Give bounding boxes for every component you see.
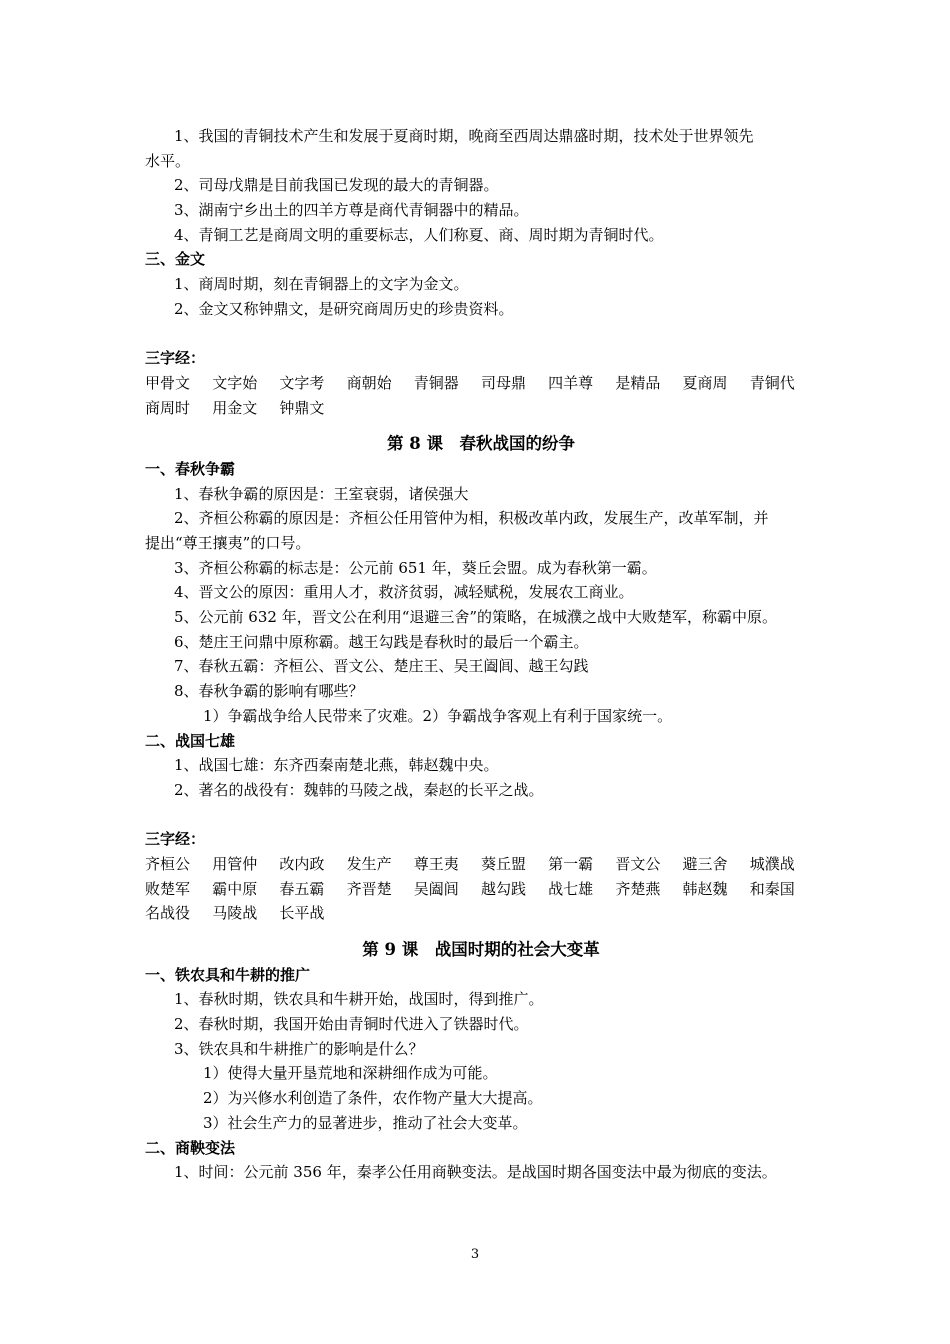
sanzijing-row [145, 396, 817, 421]
sanzijing-phrase: 商周时 [145, 398, 191, 417]
section-heading: 一、春秋争霸 [145, 459, 236, 478]
paragraph: 3、齐桓公称霸的标志是：公元前 651 年，葵丘会盟。成为春秋第一霸。 [174, 558, 657, 577]
sanzijing-phrase: 尊王夷 [413, 854, 459, 873]
sanzijing-phrase: 夏商周 [682, 373, 728, 392]
sanzijing-phrase: 发生产 [346, 854, 392, 873]
sanzijing-phrase: 避三舍 [682, 854, 728, 873]
paragraph: 2、齐桓公称霸的原因是：齐桓公任用管仲为相，积极改革内政，发展生产，改革军制，并 [174, 509, 769, 528]
sanzijing-label: 三字经： [145, 349, 206, 368]
paragraph: 3、湖南宁乡出土的四羊方尊是商代青铜器中的精品。 [174, 201, 529, 220]
sanzijing-phrase: 战七雄 [548, 879, 594, 898]
sanzijing-phrase: 春五霸 [279, 879, 325, 898]
sanzijing-phrase: 用管仲 [212, 854, 258, 873]
sanzijing-phrase: 四羊尊 [548, 373, 594, 392]
lesson-title: 第 8 课 春秋战国的纷争 [387, 434, 575, 454]
sanzijing-phrase: 改内政 [279, 854, 325, 873]
sanzijing-row [145, 852, 817, 877]
sanzijing-phrase: 名战役 [145, 904, 191, 923]
sanzijing-phrase: 青铜代 [749, 373, 795, 392]
paragraph: 1）争霸战争给人民带来了灾难。2）争霸战争客观上有利于国家统一。 [203, 706, 673, 725]
section-heading: 二、商鞅变法 [145, 1138, 236, 1157]
section-heading: 三、金文 [145, 250, 206, 269]
sanzijing-phrase: 晋文公 [615, 854, 661, 873]
sanzijing-phrase: 齐晋楚 [346, 879, 392, 898]
section-heading: 一、铁农具和牛耕的推广 [145, 965, 311, 984]
page-content [145, 124, 817, 1185]
paragraph: 7、春秋五霸：齐桓公、晋文公、楚庄王、吴王阖闾、越王勾践 [174, 657, 589, 676]
sanzijing-phrase: 马陵战 [212, 904, 258, 923]
paragraph: 1、战国七雄：东齐西秦南楚北燕，韩赵魏中央。 [174, 756, 499, 775]
paragraph: 2）为兴修水利创造了条件，农作物产量大大提高。 [203, 1089, 543, 1108]
paragraph: 2、著名的战役有：魏韩的马陵之战，秦赵的长平之战。 [174, 780, 544, 799]
paragraph: 4、青铜工艺是商周文明的重要标志，人们称夏、商、周时期为青铜时代。 [174, 225, 664, 244]
sanzijing-phrase: 韩赵魏 [682, 879, 728, 898]
sanzijing-row [145, 371, 817, 396]
paragraph: 5、公元前 632 年，晋文公在利用“退避三舍”的策略，在城濮之战中大败楚军，称霸中原。 [174, 608, 778, 627]
sanzijing-phrase: 商朝始 [346, 373, 392, 392]
sanzijing-phrase: 文字始 [212, 373, 258, 392]
paragraph: 3）社会生产力的显著进步，推动了社会大变革。 [203, 1113, 528, 1132]
sanzijing-label: 三字经： [145, 830, 206, 849]
sanzijing-phrase: 霸中原 [212, 879, 258, 898]
sanzijing-phrase: 钟鼎文 [279, 398, 325, 417]
sanzijing-phrase: 和秦国 [749, 879, 795, 898]
sanzijing-phrase: 越勾践 [480, 879, 526, 898]
paragraph: 1、春秋时期，铁农具和牛耕开始，战国时，得到推广。 [174, 990, 544, 1009]
paragraph: 1、时间：公元前 356 年，秦孝公任用商鞅变法。是战国时期各国变法中最为彻底的变法。 [174, 1163, 777, 1182]
sanzijing-phrase: 第一霸 [548, 854, 594, 873]
sanzijing-phrase: 吴阖闾 [413, 879, 459, 898]
sanzijing-phrase: 败楚军 [145, 879, 191, 898]
sanzijing-phrase: 用金文 [212, 398, 258, 417]
paragraph: 4、晋文公的原因：重用人才，救济贫弱，减轻赋税，发展农工商业。 [174, 583, 634, 602]
paragraph: 2、司母戊鼎是目前我国已发现的最大的青铜器。 [174, 176, 499, 195]
sanzijing-phrase: 齐楚燕 [615, 879, 661, 898]
sanzijing-phrase: 司母鼎 [480, 373, 526, 392]
paragraph: 1、商周时期，刻在青铜器上的文字为金文。 [174, 275, 469, 294]
paragraph: 水平。 [145, 151, 191, 170]
sanzijing-row [145, 901, 817, 926]
sanzijing-phrase: 青铜器 [413, 373, 459, 392]
sanzijing-phrase: 文字考 [279, 373, 325, 392]
section-heading: 二、战国七雄 [145, 731, 236, 750]
paragraph: 3、铁农具和牛耕推广的影响是什么？ [174, 1039, 424, 1058]
sanzijing-phrase: 甲骨文 [145, 373, 191, 392]
sanzijing-phrase: 齐桓公 [145, 854, 191, 873]
paragraph: 2、金文又称钟鼎文，是研究商周历史的珍贵资料。 [174, 299, 514, 318]
paragraph: 1、春秋争霸的原因是：王室衰弱，诸侯强大 [174, 484, 469, 503]
paragraph: 2、春秋时期，我国开始由青铜时代进入了铁器时代。 [174, 1015, 529, 1034]
page-number: 3 [470, 1247, 480, 1262]
sanzijing-phrase: 长平战 [279, 904, 325, 923]
sanzijing-phrase: 城濮战 [749, 854, 795, 873]
paragraph: 6、楚庄王问鼎中原称霸。越王勾践是春秋时的最后一个霸主。 [174, 632, 589, 651]
sanzijing-row [145, 877, 817, 902]
sanzijing-phrase: 葵丘盟 [480, 854, 526, 873]
sanzijing-phrase: 是精品 [615, 373, 661, 392]
paragraph: 1）使得大量开垦荒地和深耕细作成为可能。 [203, 1064, 498, 1083]
paragraph: 8、春秋争霸的影响有哪些？ [174, 682, 364, 701]
paragraph: 1、我国的青铜技术产生和发展于夏商时期，晚商至西周达鼎盛时期，技术处于世界领先 [174, 127, 754, 145]
paragraph: 提出“尊王攘夷”的口号。 [145, 534, 311, 552]
lesson-title: 第 9 课 战国时期的社会大变革 [362, 940, 600, 959]
